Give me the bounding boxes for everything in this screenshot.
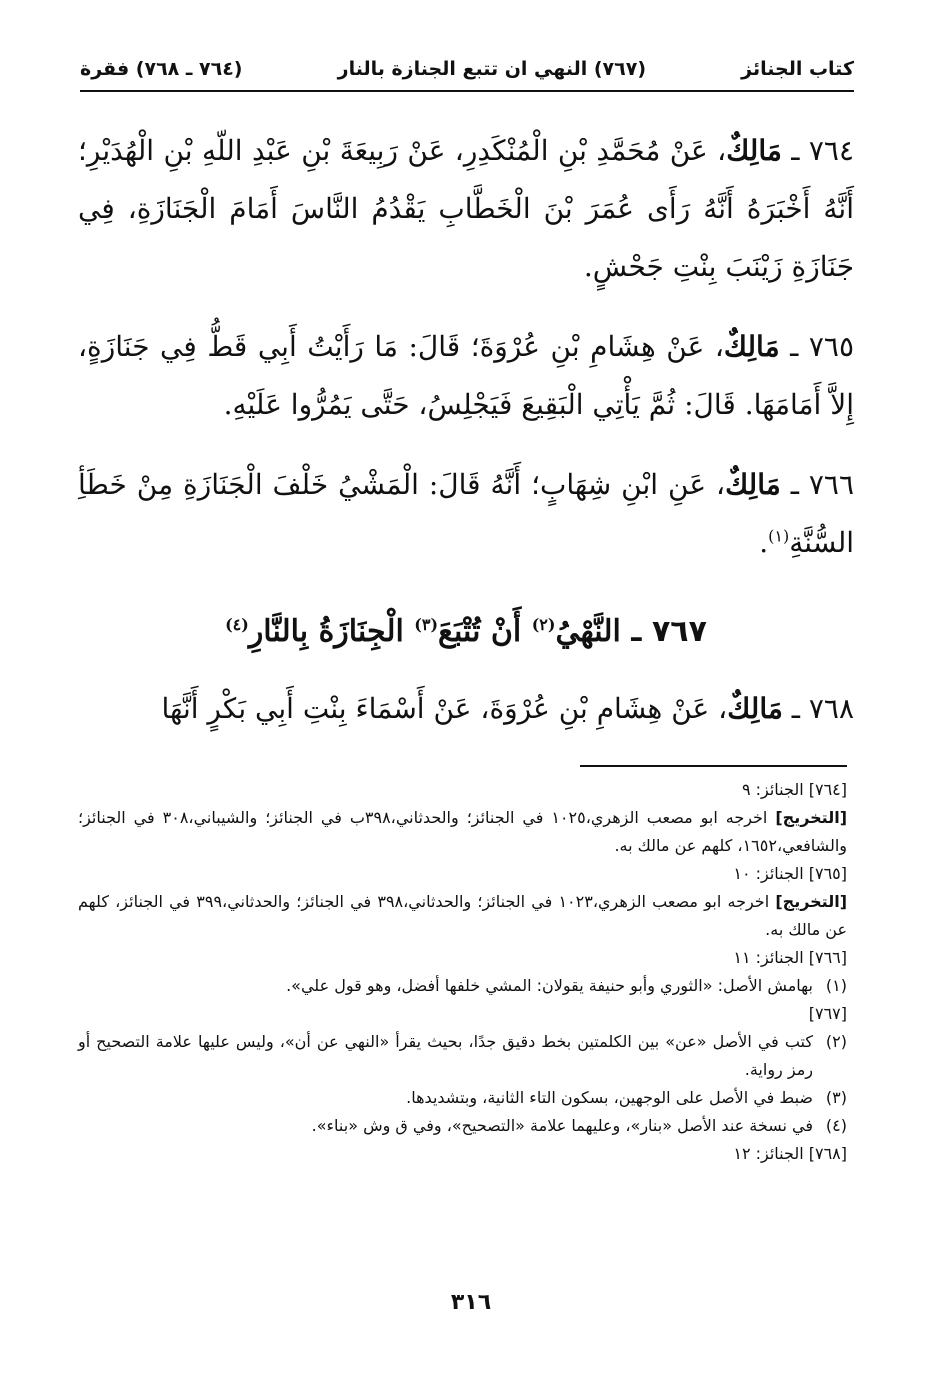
running-header [80, 52, 854, 86]
hadith-text: ، عَنِ ابْنِ شِهَابٍ؛ أَنَّهُ قَالَ: الْمَشْيُ خَلْفَ الْجَنَازَةِ مِنْ خَطَأِ السُّنَّةِ [78, 468, 854, 559]
hadith-text: ، عَنْ هِشَامِ بْنِ عُرْوَةَ، عَنْ أَسْمَاءَ بِنْتِ أَبِي بَكْرٍ أَنَّهَا [161, 692, 728, 725]
note-ref-767: [٧٦٧] [808, 1004, 847, 1023]
footnote-2 [78, 1028, 847, 1084]
header-paragraph-range: (٧٦٤ ـ ٧٦٨) فقرة [80, 58, 243, 80]
narrator-name: مَالِكٌ [725, 468, 781, 501]
header-chapter-title: (٧٦٧) النهي ان تتبع الجنازة بالنار [337, 58, 647, 80]
note-ref-766: [٧٦٦] الجنائز: ١١ [733, 948, 847, 967]
footnote-4 [78, 1112, 847, 1140]
footnotes-section [78, 776, 847, 1168]
chapter-number: ٧٦٧ ـ [620, 614, 707, 649]
takhrij-tag: [التخريج] [775, 892, 848, 911]
footnote-3 [78, 1084, 847, 1112]
header-divider [80, 90, 854, 92]
footnote-ref-1[interactable]: (١) [768, 526, 790, 546]
footnote-mark: (٤) [825, 1116, 847, 1135]
chapter-word: الْجِنَازَةُ بِالنَّارِ [248, 614, 415, 649]
page-number: ٣١٦ [450, 1290, 492, 1315]
narrator-name: مَالِكٌ [727, 692, 783, 725]
footnote-text: ضبط في الأصل على الوجهين، بسكون التاء الثانية، وبتشديدها. [406, 1088, 813, 1107]
footnote-divider [580, 765, 847, 767]
hadith-text: ، عَنْ هِشَامِ بْنِ عُرْوَةَ؛ قَالَ: مَا رَأَيْتُ أَبِي قَطُّ فِي جَنَازَةٍ، إِلاَّ أَمَامَهَا. قَالَ: ثُمَّ يَأْتِي الْبَقِيعَ فَيَجْلِسُ، حَتَّى يَمُرُّوا عَلَيْهِ. [78, 330, 854, 421]
note-ref-765: [٧٦٥] الجنائز: ١٠ [733, 864, 847, 883]
footnote-text: كتب في الأصل «عن» بين الكلمتين بخط دقيق جدًا، بحيث يقرأ «النهي عن أن»، وليس عليها علامة التصحيح أو رمز رواية. [78, 1032, 813, 1079]
takhrij-text: اخرجه ابو مصعب الزهري،١٠٢٣ في الجنائز؛ والحدثاني،٣٩٨ في الجنائز؛ والحدثاني،٣٩٩ في الجنائز، كلهم عن مالك به. [78, 892, 847, 939]
hadith-end: . [759, 526, 769, 559]
hadith-number: ٧٦٤ ـ [781, 134, 854, 167]
takhrij-text: اخرجه ابو مصعب الزهري،١٠٢٥ في الجنائز؛ والحدثاني،٣٩٨ب في الجنائز؛ والشيباني،٣٠٨ في الجنائز؛ والشافعي،١٦٥٢، كلهم عن مالك به. [78, 808, 847, 855]
footnote-text: في نسخة عند الأصل «بنار»، وعليهما علامة «التصحيح»، وفي ق وش «بناء». [311, 1116, 813, 1135]
takhrij-765 [78, 888, 847, 944]
header-book-title: كتاب الجنائز [741, 58, 854, 80]
footnote-ref-2[interactable]: (٢) [531, 615, 556, 634]
footnote-mark: (١) [825, 976, 847, 995]
footnote-text: بهامش الأصل: «الثوري وأبو حنيفة يقولان: المشي خلفها أفضل، وهو قول علي». [286, 976, 813, 995]
hadith-765 [78, 318, 854, 434]
footnote-mark: (٣) [825, 1088, 847, 1107]
hadith-number: ٧٦٥ ـ [779, 330, 854, 363]
takhrij-tag: [التخريج] [775, 808, 848, 827]
footnote-ref-4[interactable]: (٤) [225, 615, 249, 634]
footnote-ref-3[interactable]: (٣) [414, 615, 439, 634]
note-ref-764: [٧٦٤] الجنائز: ٩ [741, 780, 847, 799]
chapter-heading [78, 604, 854, 660]
hadith-766 [78, 456, 854, 572]
narrator-name: مَالِكٌ [726, 134, 782, 167]
takhrij-764 [78, 804, 847, 860]
narrator-name: مَالِكٌ [723, 330, 780, 363]
hadith-number: ٧٦٦ ـ [780, 468, 854, 501]
hadith-number: ٧٦٨ ـ [782, 692, 854, 725]
hadith-768 [78, 680, 854, 738]
hadith-text: ، عَنْ مُحَمَّدِ بْنِ الْمُنْكَدِرِ، عَنْ رَبِيعَةَ بْنِ عَبْدِ اللّهِ بْنِ الْهُدَيْرِ؛ أَنَّهُ أَخْبَرَهُ أَنَّهُ رَأَى عُمَرَ بْنَ الْخَطَّابِ يَقْدُمُ النَّاسَ أَمَامَ الْجَنَازَةِ، فِي جَنَازَةِ زَيْنَبَ بِنْتِ جَحْشٍ. [78, 134, 854, 283]
footnote-mark: (٢) [825, 1032, 847, 1051]
chapter-word: النَّهْيُ [555, 614, 621, 649]
chapter-word: أَنْ تُتْبَعَ [438, 614, 532, 649]
footnote-1 [78, 972, 847, 1000]
note-ref-768: [٧٦٨] الجنائز: ١٢ [733, 1144, 847, 1163]
hadith-764 [78, 122, 854, 296]
